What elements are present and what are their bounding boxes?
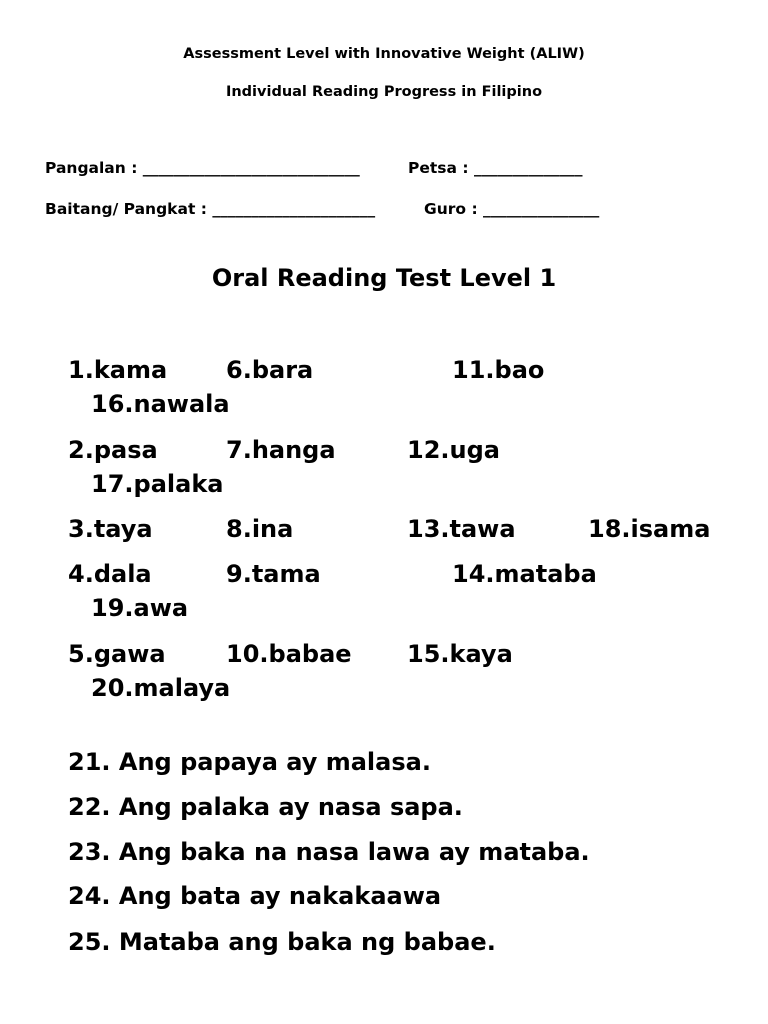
sentence-item: 23. Ang baka na nasa lawa ay mataba. <box>68 838 590 866</box>
sentence-item: 25. Mataba ang baka ng babae. <box>68 928 496 956</box>
word-item: 2.pasa <box>68 436 158 464</box>
word-item: 11.bao <box>452 356 545 384</box>
word-item: 18.isama <box>588 515 711 543</box>
assessment-title: Assessment Level with Innovative Weight (ALIW) <box>183 46 585 62</box>
word-item: 9.tama <box>226 560 321 588</box>
word-item: 8.ina <box>226 515 294 543</box>
word-item: 20.malaya <box>91 674 231 702</box>
test-title: Oral Reading Test Level 1 <box>211 264 557 292</box>
name-field[interactable]: Pangalan : ____________________________ <box>45 159 360 177</box>
word-item: 15.kaya <box>407 640 513 668</box>
word-item: 4.dala <box>68 560 152 588</box>
sentence-item: 24. Ang bata ay nakakaawa <box>68 882 442 910</box>
word-item: 19.awa <box>91 594 189 622</box>
word-item: 10.babae <box>226 640 352 668</box>
word-item: 7.hanga <box>226 436 336 464</box>
date-field[interactable]: Petsa : ______________ <box>408 159 583 177</box>
word-item: 1.kama <box>68 356 168 384</box>
grade-section-field[interactable]: Baitang/ Pangkat : _____________________ <box>45 200 376 218</box>
word-item: 5.gawa <box>68 640 166 668</box>
word-item: 6.bara <box>226 356 314 384</box>
assessment-subtitle: Individual Reading Progress in Filipino <box>225 84 543 100</box>
word-item: 16.nawala <box>91 390 230 418</box>
word-item: 3.taya <box>68 515 153 543</box>
sentence-item: 22. Ang palaka ay nasa sapa. <box>68 793 463 821</box>
word-item: 17.palaka <box>91 470 224 498</box>
word-item: 12.uga <box>407 436 500 464</box>
word-item: 14.mataba <box>452 560 597 588</box>
word-item: 13.tawa <box>407 515 516 543</box>
teacher-field[interactable]: Guro : _______________ <box>424 200 600 218</box>
sentence-item: 21. Ang papaya ay malasa. <box>68 748 431 776</box>
